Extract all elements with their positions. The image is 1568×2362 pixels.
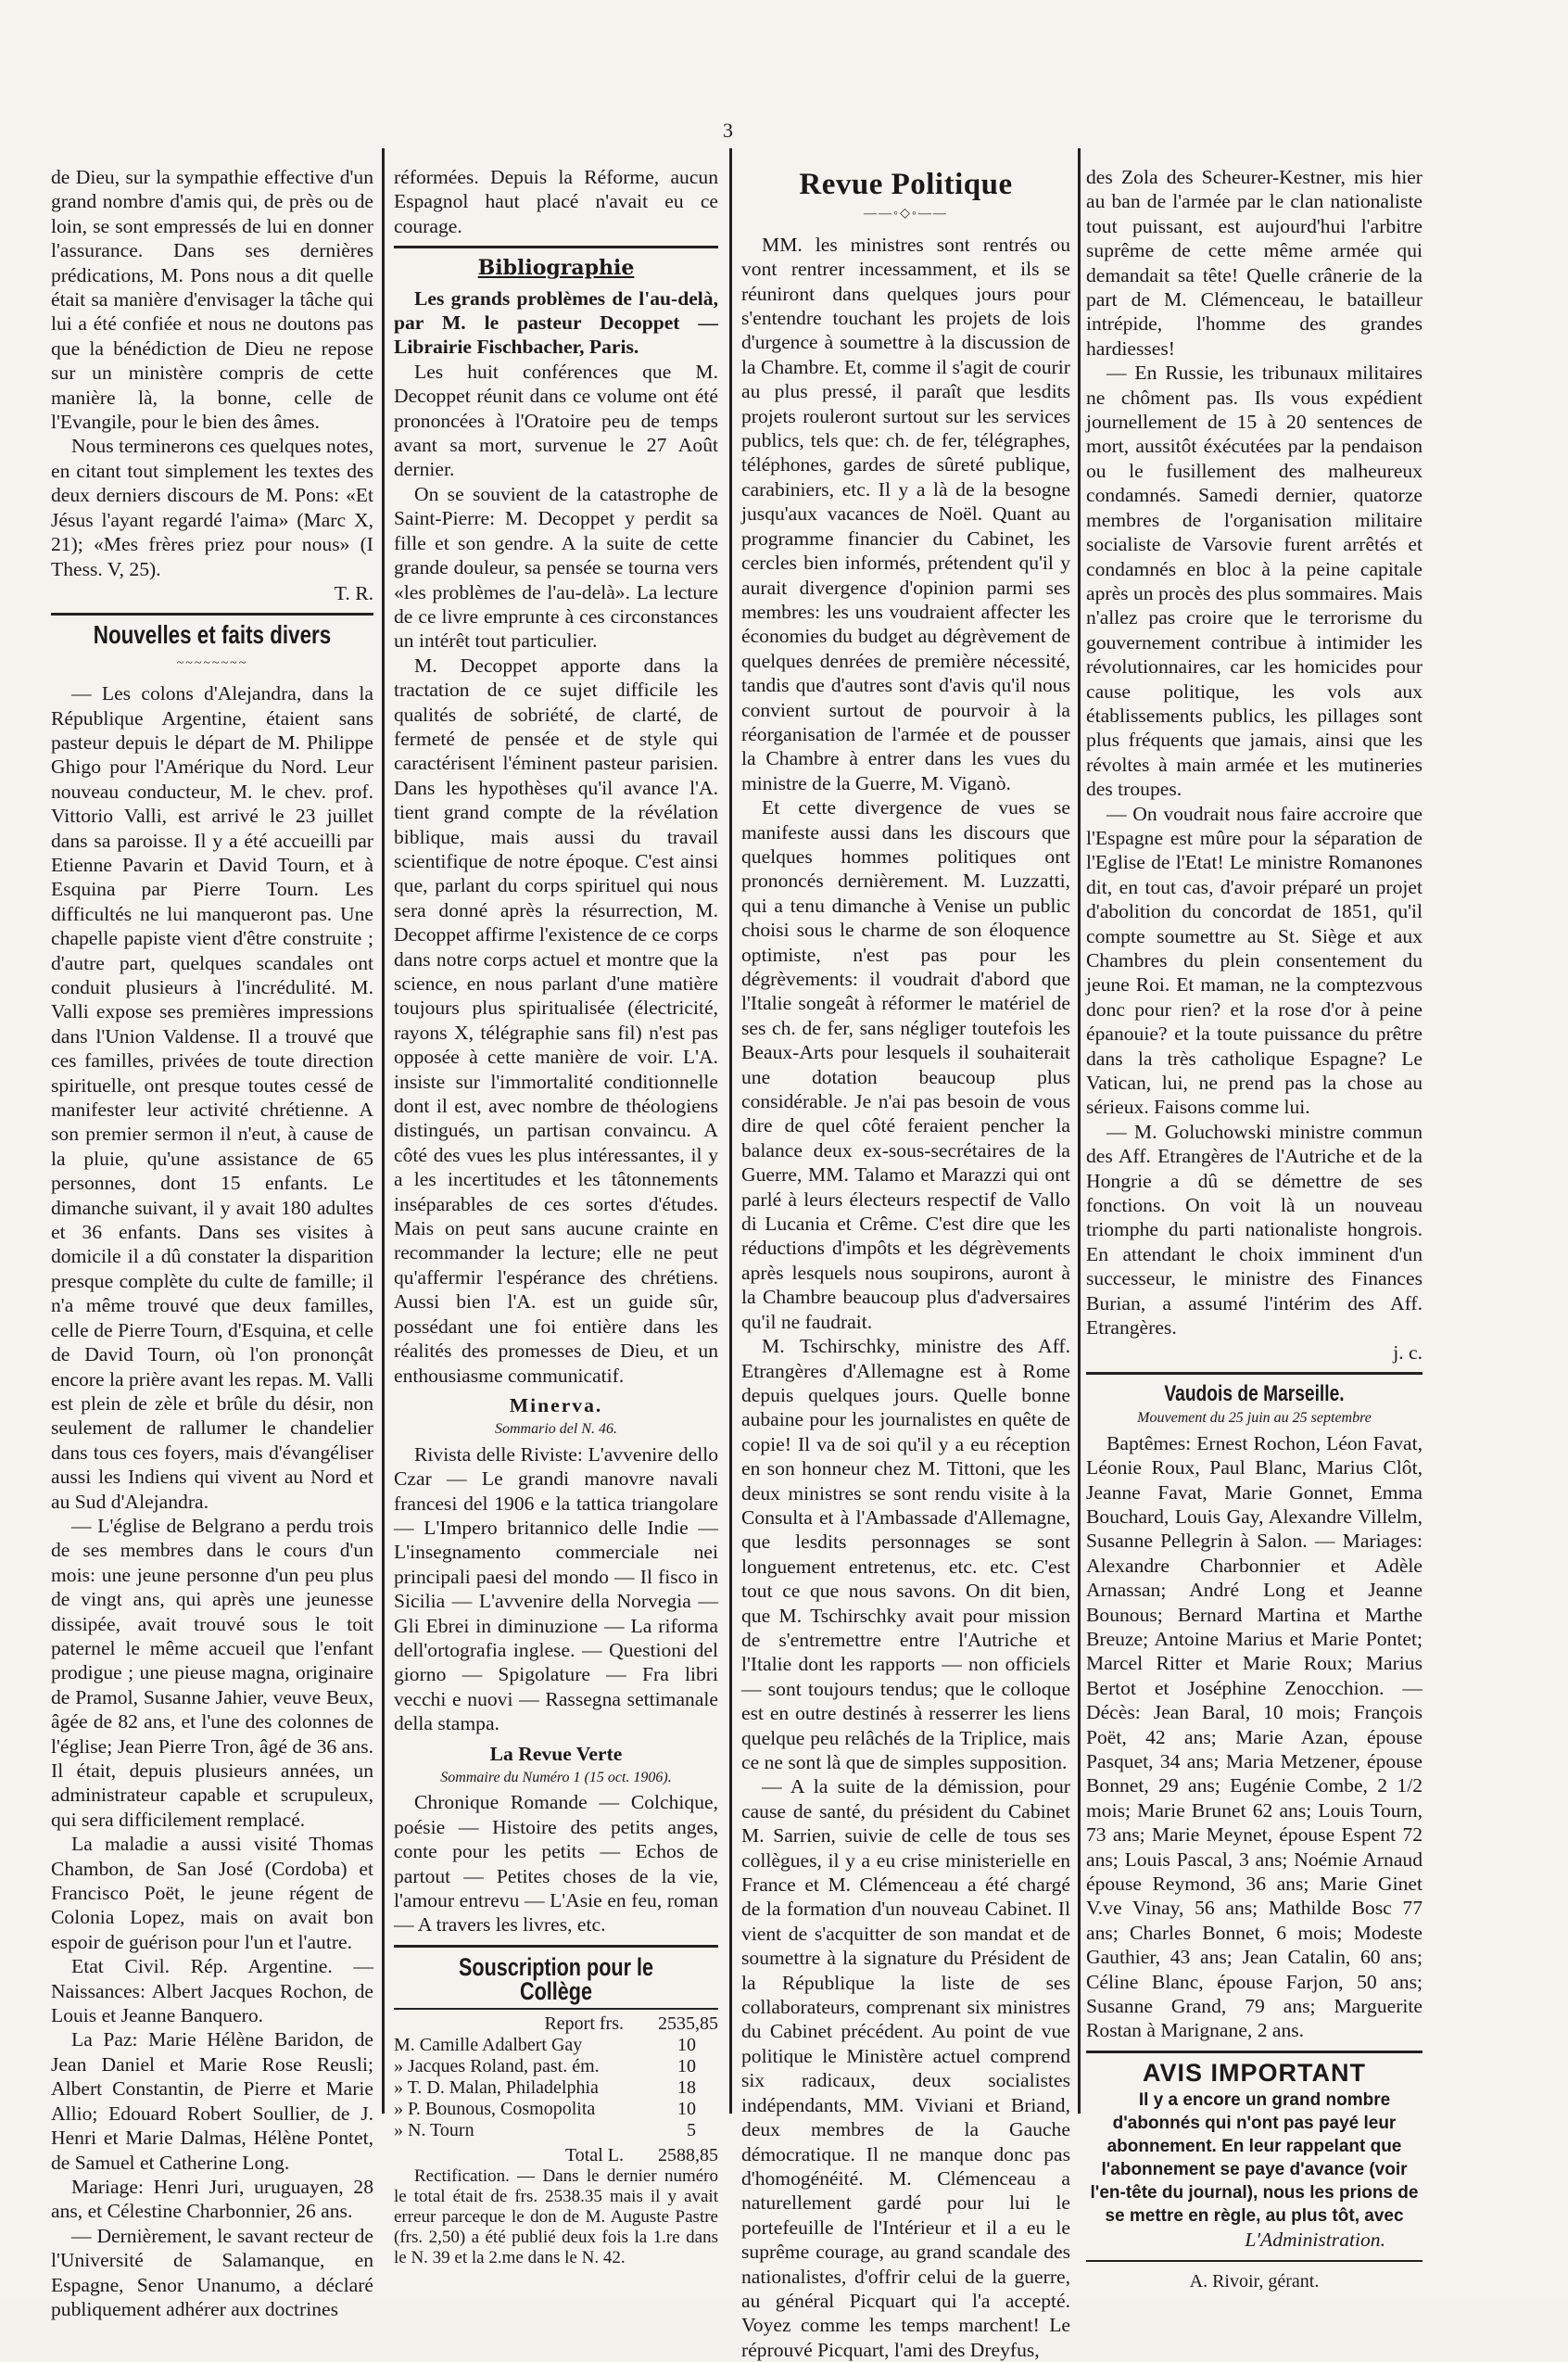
article-text: Et cette divergence de vues se manifeste aussi dans les discours que quelques hommes politiques ont prononcés dernièrement. M. Luzzatti, qui a tenu dimanche à Venise un public choisi sous le charme de son éloquence optimiste, n'est pas pour les dégrèvements: il voudrait d'abord que l'Italie songeât à réformer le matériel de ses ch. de fer, sans négliger toutefois les Beaux-Arts pour lesquels il souhaiterait une dotation beaucoup plus considérable. Je n'ai pas besoin de vous dire de quel côté feraient pencher la balance deux ex-sous-secrétaires de la Guerre, MM. Talamo et Marazzi qui ont parlé à leurs électeurs respectif de Vallo di Lucania et Crême. C'est dire que les réductions d'impôts et les dégrèvements après lesquels nous soupirons, auront à la Chambre beaucoup plus d'adversaires qu'il ne faudrait. bbox=[741, 796, 1070, 1333]
donor-amount: 10 bbox=[677, 2034, 696, 2055]
subscription-table bbox=[394, 2013, 718, 2166]
donor-amount: 5 bbox=[687, 2119, 696, 2140]
article-text: MM. les ministres sont rentrés ou vont rentrer incessamment, et ils se réuniront dans quelques jours pour s'entendre touchant les projets de lois d'urgence à soumettre à la discussion de la Chambre. Et, comme il s'agit de courir au plus pressé, il paraît que lesdits projets rouleront surtout sur les services publics, tels que: ch. de fer, télégraphes, téléphones, gardes de sûreté publique, carabiniers, etc. Il y a là de la besogne jusqu'aux vacances de Noël. Quant au programme financier du Cabinet, les cercles bien informés, prétendent qu'il y aurait divergence d'opinion parmi ses membres: les uns voudraient affecter les économies du budget au dégrèvement de quelques denrées de première nécessité, tandis que d'autres sont d'avis qu'il nous convient surtout de pourvoir à la réorganisation de l'armée et de pousser la Chambre à entrer dans les vues du ministre de la Guerre, M. Viganò. bbox=[741, 233, 1070, 794]
table-row bbox=[394, 2056, 718, 2077]
donor-amount: 10 bbox=[677, 2098, 696, 2119]
section-heading: Nouvelles et faits divers bbox=[93, 620, 332, 650]
article-text: Nous terminerons ces quelques notes, en citant tout simplement les textes des deux derniers discours de M. Pons: «Et Jésus l'ayant regardé l'aima» (Marc X, 21); «Mes frères priez pour nous» (I Thess. V, 25). bbox=[51, 435, 373, 580]
section-rule bbox=[1086, 1372, 1423, 1375]
signature: T. R. bbox=[334, 581, 373, 604]
ornament: ——◦◇◦—— bbox=[864, 207, 948, 222]
article-text: — On voudrait nous faire accroire que l'Espagne est mûre pour la séparation de l'Eglise de l'Etat! Le ministre Romanones dit, en tout cas, d'avoir préparé un projet d'abolition du concordat de 1851, qu'il compte soumettre au St. Siège et aux Chambres du plein consentement du jeune Roi. Et maman, ne la comptezvous donc pour rien? et la rose d'or à peine épanouie? et la toute puissance du prêtre dans la très catholique Espagne? Le Vatican, lui, ne prend pas la chose au sérieux. Faisons comme lui. bbox=[1086, 802, 1423, 1119]
article-text: — Dernièrement, le savant recteur de l'Université de Salamanque, en Espagne, Senor Unanumo, a déclaré publiquement adhérer aux doctrines bbox=[51, 2224, 373, 2320]
table-row bbox=[394, 2099, 718, 2120]
section-heading: Bibliographie bbox=[477, 256, 635, 281]
article-text: réformées. Depuis la Réforme, aucun Espagnol haut placé n'avait eu ce courage. bbox=[394, 166, 718, 237]
total-value: 2588,85 bbox=[658, 2144, 718, 2165]
report-label: Report frs. bbox=[544, 2013, 624, 2034]
column-4 bbox=[1086, 165, 1423, 2301]
total-label: Total L. bbox=[564, 2144, 624, 2165]
notice-signature: L'Administration. bbox=[1245, 2229, 1385, 2252]
column-3 bbox=[741, 165, 1070, 2362]
article-text: Baptêmes: Ernest Rochon, Léon Favat, Léonie Roux, Paul Blanc, Marius Clôt, Jeanne Favat, Marie Gonnet, Emma Bouchard, Louis Gay, Alexandre Villelm, Susanne Pellegrin à Salon. — Mariages: Alexandre Charbonnier et Adèle Arnassan; André Long et Jeanne Bounous; Bernard Martina et Marthe Breuze; Antoine Marius et Marie Pontet; Marcel Ritter et Marie Roux; Marius Bertot et Joséphine Zenocchion. — Décès: Jean Baral, 10 mois; François Poët, 42 ans; Marie Azan, épouse Pasquet, 34 ans; Maria Metzener, épouse Bonnet, 29 ans; Eugénie Combe, 2 1/2 mois; Marie Brunet 62 ans; Louis Tourn, 73 ans; Marie Meynet, épouse Espent 72 ans; Louis Pascal, 3 ans; Noémie Arnaud épouse Reymond, 36 ans; Marie Ginet V.ve Vinay, 56 ans; Mathilde Bosc 77 ans; Charles Bonnet, 6 mois; Modeste Gauthier, 43 ans; Jean Catalin, 60 ans; Céline Blanc, épouse Farjon, 50 ans; Susanne Grand, 79 ans; Marguerite Rostan à Marignane, 2 ans. bbox=[1086, 1431, 1423, 2042]
column-divider bbox=[1078, 148, 1081, 2114]
article-text: Les huit conférences que M. Decoppet réunit dans ce volume ont été prononcées à l'Oratoire peu de temps avant sa mort, survenue le 27 Août dernier. bbox=[394, 360, 718, 481]
subsection-subtitle: Sommaire du Numéro 1 (15 oct. 1906). bbox=[440, 1770, 672, 1785]
article-text: Chronique Romande — Colchique, poésie — Histoire des petits anges, conte pour les petits — Echos de partout — Petites choses de la vie, l'amour entrevu — L'Asie en feu, roman — A travers les livres, etc. bbox=[394, 1791, 718, 1937]
subsection-subtitle: Sommario del N. 46. bbox=[495, 1421, 617, 1438]
article-text: Etat Civil. Rép. Argentine. — Naissances: Albert Jacques Rochon, de Louis et Jeanne Banquero. bbox=[51, 1955, 373, 2027]
gerant-signature: A. Rivoir, gérant. bbox=[1189, 2270, 1320, 2292]
article-text: Mariage: Henri Juri, uruguayen, 28 ans, et Célestine Charbonnier, 26 ans. bbox=[51, 2175, 373, 2223]
section-heading: Revue Politique bbox=[799, 168, 1013, 201]
ornament: ~~~~~~~~ bbox=[176, 655, 248, 670]
article-text: — En Russie, les tribunaux militaires ne chôment pas. Ils vous expédient journellement de 15 à 20 sentences de mort, aussitôt éxécutées par la pendaison ou le fusillement des malheureux condamnés. Samedi dernier, quatorze membres de l'organisation militaire socialiste de Varsovie furent arrêtés et condamnés en bloc à la peine capitale après un procès des plus sommaires. Mais n'allez pas croire que le terrorisme du gouvernement contribue à intimider les révolutionnaires, car les homicides pour cause politique, les vols aux établissements publics, les pillages sont plus fréquents que jamais, ainsi que les révoltes à main armée et les mutineries des troupes. bbox=[1086, 362, 1423, 801]
donor-name: » Jacques Roland, past. ém. bbox=[394, 2055, 600, 2076]
section-heading: Vaudois de Marseille. bbox=[1164, 1380, 1345, 1406]
article-text: On se souvient de la catastrophe de Saint-Pierre: M. Decoppet y perdit sa fille et son gendre. A la suite de cette grande douleur, sa pensée se tourna vers «les problèmes de l'au-delà». La lecture de ce livre emprunte à ces circonstances un intérêt tout particulier. bbox=[394, 482, 718, 653]
donor-name: » P. Bounous, Cosmopolita bbox=[394, 2098, 596, 2119]
signature: j. c. bbox=[1393, 1340, 1423, 1364]
section-rule bbox=[394, 246, 718, 248]
article-text: — Les colons d'Alejandra, dans la République Argentine, étaient sans pasteur depuis le départ de M. Philippe Ghigo pour l'Amérique du Nord. Leur nouveau conducteur, M. le chev. prof. Vittorio Valli, est arrivé le 23 juillet dans sa paroisse. Il y a été accueilli par Etienne Pavarin et David Tourn, et à Esquina par Pierre Tourn. Les difficultés ne lui manqueront pas. Une chapelle papiste vient d'être construite ; d'autre part, quelques scandales ont conduit plusieurs à l'incrédulité. M. Valli expose ses premières impressions dans l'Union Valdense. Il a trouvé que ces familles, privées de toute direction spirituelle, ont presque toutes cessé de manifester leur activité chrétienne. A son premier sermon il n'eut, à cause de la pluie, qu'une assistance de 65 personnes, dont 15 enfants. Le dimanche suivant, il y avait 180 adultes et 36 enfants. Dans ses visites à domicile il a dû constater la disparition presque complète du culte de famille; il n'a même trouvé que deux familles, celle de Pierre Tourn, d'Esquina, et celle de David Tourn, où l'on prononçât encore la prière avant les repas. M. Valli est plein de zèle et brûle du désir, non seulement de rallumer le chandelier dans tous ces foyers, mais d'évangéliser aussi les Indiens qui vivent au Nord et au Sud d'Alejandra. bbox=[51, 682, 373, 1513]
report-value: 2535,85 bbox=[658, 2013, 718, 2034]
table-row bbox=[394, 2141, 718, 2166]
article-text: — L'église de Belgrano a perdu trois de ses membres dans le cours d'un mois: une jeune personne d'un peu plus de vingt ans, qui après une jeunesse dissipée, avait trouvé sous le toit paternel le même accueil que l'enfant prodigue ; une pieuse magna, originaire de Pramol, Susanne Jahier, veuve Beux, âgée de 82 ans, et l'une des colonnes de l'église; Jean Pierre Tron, âgé de 36 ans. Il était, depuis plusieurs années, un administrateur capable et scrupuleux, qui sera difficilement remplacé. bbox=[51, 1514, 373, 1831]
donor-name: M. Camille Adalbert Gay bbox=[394, 2034, 583, 2055]
donor-amount: 18 bbox=[677, 2076, 696, 2098]
article-text: de Dieu, sur la sympathie effective d'un grand nombre d'amis qui, de près ou de loin, se sont empressés de lui en donner l'assurance. Dans ses dernières prédications, M. Pons nous a dit quelle était sa manière d'envisager la tâche qui lui a été confiée et nous ne doutons pas que la bénédiction de Dieu ne repose sur un ministère compris de cette manière là, la bonne, celle de l'Evangile, pour le bien des âmes. bbox=[51, 166, 373, 434]
table-row bbox=[394, 2077, 718, 2099]
article-text: — A la suite de la démission, pour cause de santé, du président du Cabinet M. Sarrien, suivie de celle de tous ses collègues, il y a eu crise ministerielle en France et M. Clémenceau a été chargé de la formation d'un nouveau Cabinet. Il vient de s'acquitter de son mandat et de soumettre à la signature du Président de la République la liste de ses collaborateurs, comprenant six ministres du Cabinet précédent. Au point de vue politique le Ministère actuel comprend six radicaux, deux socialistes indépendants, MM. Viviani et Briand, deux membres de la Gauche démocratique. Il ne manque donc pas d'homogénéité. M. Clémenceau a naturellement gardé pour lui le portefeuille de l'Intérieur et il a eu le suprême courage, au grand scandale des nationalistes, d'offrir celui de la guerre, au général Picquart qui l'a accepté. Voyez comme les temps marchent! Le réprouvé Picquart, l'ami des Dreyfus, bbox=[741, 1775, 1070, 2361]
column-2 bbox=[394, 165, 718, 2268]
article-text: Rivista delle Riviste: L'avvenire dello Czar — Le grandi manovre navali francesi del 1906 e la tattica triangolare — L'Impero britannico delle Indie — L'insegnamento commerciale nei principali paesi del mondo — Il fisco in Sicilia — L'avvenire della Norvegia — Gli Ebrei in diminuzione — La riforma dell'ortografia inglese. — Questioni del giorno — Spigolature — Fra libri vecchi e nuovi — Rassegna settimanale della stampa. bbox=[394, 1442, 718, 1735]
column-divider bbox=[729, 148, 732, 2114]
rectification-text: Rectification. — Dans le dernier numéro le total était de frs. 2538.35 mais il y avait erreur parceque le don de M. Auguste Pastre (frs. 2,50) a été publié deux fois la 1.re dans le N. 39 et la 2.me dans le N. 42. bbox=[394, 2165, 718, 2267]
book-title: Les grands problèmes de l'au-delà, par M. le pasteur Decoppet — Librairie Fischbacher, Paris. bbox=[394, 286, 718, 359]
article-text: M. Decoppet apporte dans la tractation de ce sujet difficile les qualités de sobriété, de clarté, de fermeté de pensée et de style qui caractérisent l'éminent pasteur parisien. Dans les hypothèses qu'il avance l'A. tient grand compte de la révélation biblique, mais aussi du travail scientifique de notre époque. C'est ainsi que, parlant du corps spirituel qui nous sera donné après la résurrection, M. Decoppet affirme l'existence de ce corps dans notre corps actuel et montre que la science, en nous parlant d'une matière toujours plus spiritualisée (électricité, rayons X, télégraphie sans fil) n'est pas opposée à cette manière de voir. L'A. insiste sur l'immortalité conditionnelle dont il est, avec nombre de théologiens distingués, un partisan convaincu. A côté des vues les plus intéressantes, il y a les incertitudes et les tâtonnements inséparables de ces sortes d'études. Mais on peut sans aucune crainte en recommander la lecture; elle ne peut qu'affermir l'espérance des chrétiens. Aussi bien l'A. est un guide sûr, possédant une foi entière dans les réalités des promesses de Dieu, et un enthousiasme communicatif. bbox=[394, 654, 718, 1387]
page-number: 3 bbox=[723, 119, 733, 142]
table-row bbox=[394, 2035, 718, 2056]
donor-name: » N. Tourn bbox=[394, 2119, 474, 2140]
section-rule bbox=[394, 1945, 718, 1948]
column-divider bbox=[382, 148, 385, 2114]
section-rule bbox=[1086, 2260, 1423, 2262]
subsection-title: Minerva. bbox=[509, 1393, 603, 1416]
section-heading: Souscription pour le Collège bbox=[458, 1952, 653, 2006]
donor-name: » T. D. Malan, Philadelphia bbox=[394, 2076, 599, 2098]
notice-title: AVIS IMPORTANT bbox=[1143, 2058, 1366, 2087]
article-text: — M. Goluchowski ministre commun des Aff. Etrangères de l'Autriche et de la Hongrie a dû se démettre de ses fonctions. On voit là un nouveau triomphe du parti nationaliste hongrois. En attendant le choix imminent d'un successeur, le ministre des Finances Burian, a assumé l'intérim des Aff. Etrangères. bbox=[1086, 1120, 1423, 1340]
subsection-title: La Revue Verte bbox=[489, 1742, 623, 1765]
notice-body: Il y a encore un grand nombre d'abonnés qui n'ont pas payé leur abonnement. En leur rappelant que l'abonnement se paye d'avance (voir l'en-tête du journal), nous les prions de se mettre en règle, au plus tôt, avec bbox=[1090, 2090, 1419, 2227]
article-text: des Zola des Scheurer-Kestner, mis hier au ban de l'armée par le clan nationaliste tout puissant, est aujourd'hui l'arbitre suprême de cette même armée qui demandait sa tête! Quelle crânerie de la part de M. Clémenceau, le batailleur intrépide, l'homme des grandes hardiesses! bbox=[1086, 166, 1423, 360]
table-row bbox=[394, 2013, 718, 2035]
article-text: M. Tschirschky, ministre des Aff. Etrangères d'Allemagne est à Rome depuis quelques jours. Quelle bonne aubaine pour les journalistes en quête de copie! Il va de soi qu'il y a eu réception en son honneur chez M. Tittoni, que les deux ministres se sont rendu visite à la Consulta et à l'Ambassade d'Allemagne, que lesdits personnages se sont longuement entretenus, etc. etc. C'est tout ce que nous savons. On dit bien, que M. Tschirschky avait pour mission de s'entremettre entre l'Autriche et l'Italie dont les rapports — non officiels — sont toujours tendus; que le colloque est en outre destinés à resserrer les liens quelque peu relâchés de la Triplice, mais ce ne sont là que de simples supposition. bbox=[741, 1335, 1070, 1773]
subsection-subtitle: Mouvement du 25 juin au 25 septembre bbox=[1137, 1410, 1372, 1427]
article-text: La Paz: Marie Hélène Baridon, de Jean Daniel et Marie Rose Reusli; Albert Constantin, de Pierre et Marie Allio; Edouard Robert Soullier, de J. Henri et Marie Dalmas, Hélène Pontet, de Samuel et Catherine Long. bbox=[51, 2028, 373, 2174]
table-row bbox=[394, 2120, 718, 2141]
article-text: La maladie a aussi visité Thomas Chambon, de San José (Cordoba) et Francisco Poët, le jeune régent de Colonia Lopez, mais on avait bon espoir de guérison pour l'un et l'autre. bbox=[51, 1833, 373, 1953]
donor-amount: 10 bbox=[677, 2055, 696, 2076]
section-rule bbox=[394, 2008, 718, 2010]
section-rule bbox=[1086, 2051, 1423, 2053]
section-rule bbox=[51, 613, 373, 616]
column-1 bbox=[51, 165, 373, 2321]
